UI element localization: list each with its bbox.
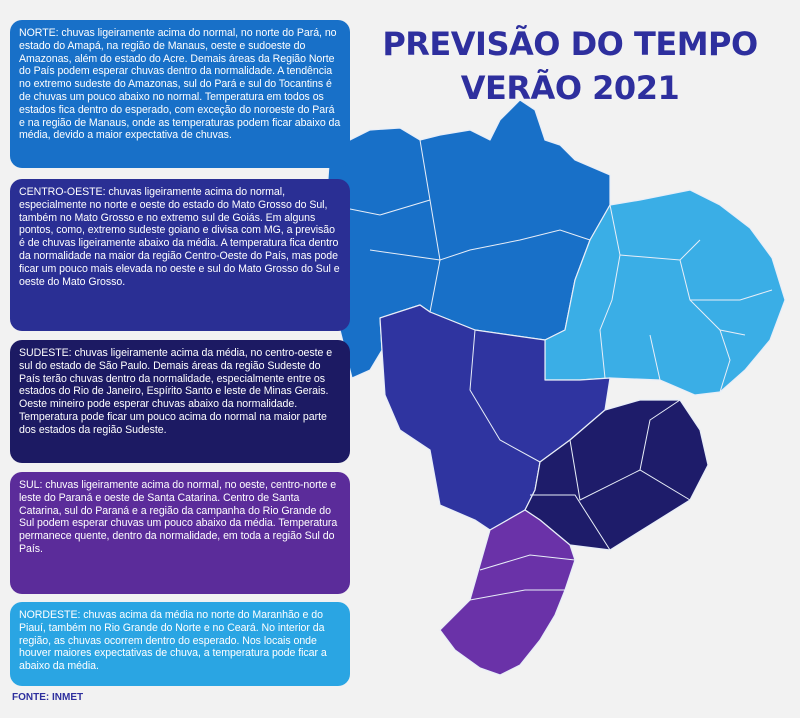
region-card-sul: [10, 472, 350, 594]
page-title: [360, 22, 780, 110]
region-card-norte: [10, 20, 350, 168]
region-sul: [440, 510, 575, 675]
region-text-sul: SUL: chuvas ligeiramente acima do normal, no oeste, centro-norte e leste do Paraná e oeste de Santa Catarina. Centro de Santa Catarina, sul do Paraná e a região da campanha do Rio Grande do Sul podem esperar chuvas um pouco abaixo da média. Temperatura permanece quente, dentro da normalidade, em toda a região Sul do País.: [19, 479, 338, 555]
region-text-nordeste: NORDESTE: chuvas acima da média no norte do Maranhão e do Piauí, também no Rio Grande do Norte e no Ceará. No interior da região, as chuvas ocorrem dentro do esperado. Nos locais onde houver maiores expectativas de chuva, a temperatura pode ficar a abaixo da média.: [19, 609, 327, 673]
title-line-2: VERÃO 2021: [460, 69, 680, 107]
region-card-centro-oeste: [10, 179, 350, 331]
region-text-norte: NORTE: chuvas ligeiramente acima do normal, no norte do Pará, no estado do Amapá, na região de Manaus, oeste e sudoeste do Amazonas, além do estado do Acre. Demais áreas da Região Norte do País podem esperar chuvas dentro da normalidade. A tendência no extremo sudeste do Amazonas, sul do Pará e sul do Tocantins é de chuvas um pouco abaixo no normal. Temperatura em todos os estados fica dentro do esperado, com exceção do noroeste do Pará e na região de Manaus, onde as temperaturas podem ficar abaixo da média, devido a maior expectativa de chuvas.: [19, 27, 341, 142]
region-card-nordeste: [10, 602, 350, 686]
region-card-sudeste: [10, 340, 350, 463]
title-line-1: PREVISÃO DO TEMPO: [382, 25, 758, 63]
region-text-centro-oeste: CENTRO-OESTE: chuvas ligeiramente acima do normal, especialmente no norte e oeste do estado do Mato Grosso do Sul, também no Mato Grosso e no extremo sul de Goiás. Em alguns pontos, como, extremo sudeste goiano e divisa com MG, a previsão é de chuvas ligeiramente abaixo da média. A temperatura fica dentro da normalidade na maior da região Centro-Oeste do País, mas pode ficar um pouco mais elevada no oeste e sul do Mato Grosso do Sul e oeste do Mato Grosso.: [19, 186, 340, 288]
source-label: FONTE: INMET: [12, 692, 84, 703]
region-text-sudeste: SUDESTE: chuvas ligeiramente acima da média, no centro-oeste e sul do estado de São Paulo. Demais áreas da região Sudeste do País terão chuvas dentro da normalidade, especialmente entre os estados do Rio de Janeiro, Espírito Santo e leste de Minas Gerais. Oeste mineiro pode esperar chuvas abaixo da normalidade. Temperatura pode ficar um pouco acima do normal na maior parte dos estados da região Sudeste.: [19, 347, 333, 436]
